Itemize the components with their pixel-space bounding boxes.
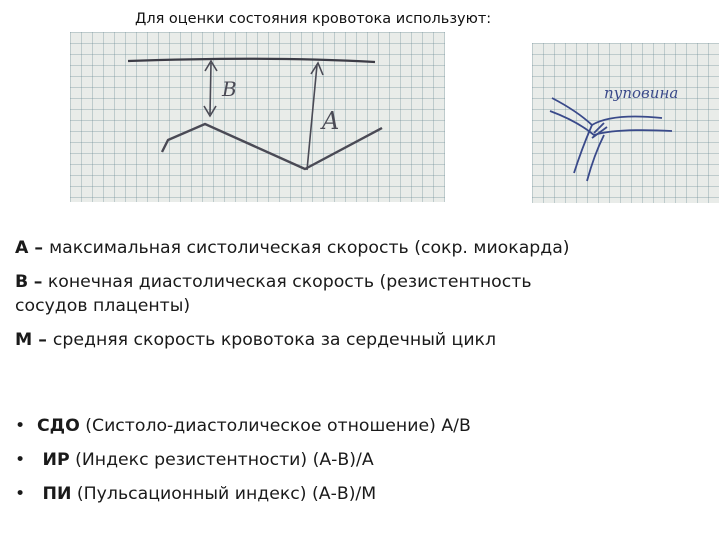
definition-m [15,328,713,352]
label-umbilical: пуповина [604,84,679,102]
definition-b [15,270,713,318]
definition-b-word: (резистентность [379,272,532,292]
abbr-ir: ИР [42,450,70,470]
desc-sdo: (Систоло-диастолическое отношение) А/В [79,416,471,436]
definition-b-word: скорость [292,272,375,292]
umbilical-sketch [532,43,719,203]
definition-b-sep: – [33,272,43,292]
abbr-pi: ПИ [42,484,72,504]
slide-title: Для оценки состояния кровотока используют: [135,11,492,27]
desc-pi: (Пульсационный индекс) (А-В)/М [71,484,377,504]
arrow-a [307,65,317,170]
definition-b-line2: сосудов плаценты) [15,296,191,316]
doppler-waveform [162,124,382,169]
definition-b-key: В [15,272,29,292]
waveform-sketch [70,32,445,202]
definition-a-key: А [15,238,29,258]
bullet-marker: • [15,416,26,436]
definition-m-sep: – [32,330,53,350]
definition-a [15,236,713,260]
baseline-line [128,59,375,62]
list-item-sdo [15,414,705,438]
definition-a-text: максимальная систолическая скорость (сокр. миокарда) [49,238,570,258]
label-b: B [222,77,237,101]
bullet-marker: • [15,484,26,504]
list-item-pi [15,482,705,506]
label-a: A [322,107,340,135]
waveform-sketch-photo [70,32,445,202]
definitions [15,236,713,362]
definition-b-word: конечная [47,272,134,292]
desc-ir: (Индекс резистентности) (А-В)/А [69,450,374,470]
arrow-b [210,63,211,114]
definition-a-sep: – [28,238,50,258]
vessel-drawing [550,98,672,181]
definition-b-line1 [15,270,713,294]
list-item-ir [15,448,705,472]
umbilical-sketch-photo [532,43,719,203]
bullet-marker: • [15,450,26,470]
index-list [15,414,705,516]
definition-m-text: средняя скорость кровотока за сердечный цикл [52,330,497,350]
abbr-sdo: СДО [37,416,80,436]
definition-b-word: диастолическая [138,272,287,292]
definition-m-key: М [15,330,33,350]
